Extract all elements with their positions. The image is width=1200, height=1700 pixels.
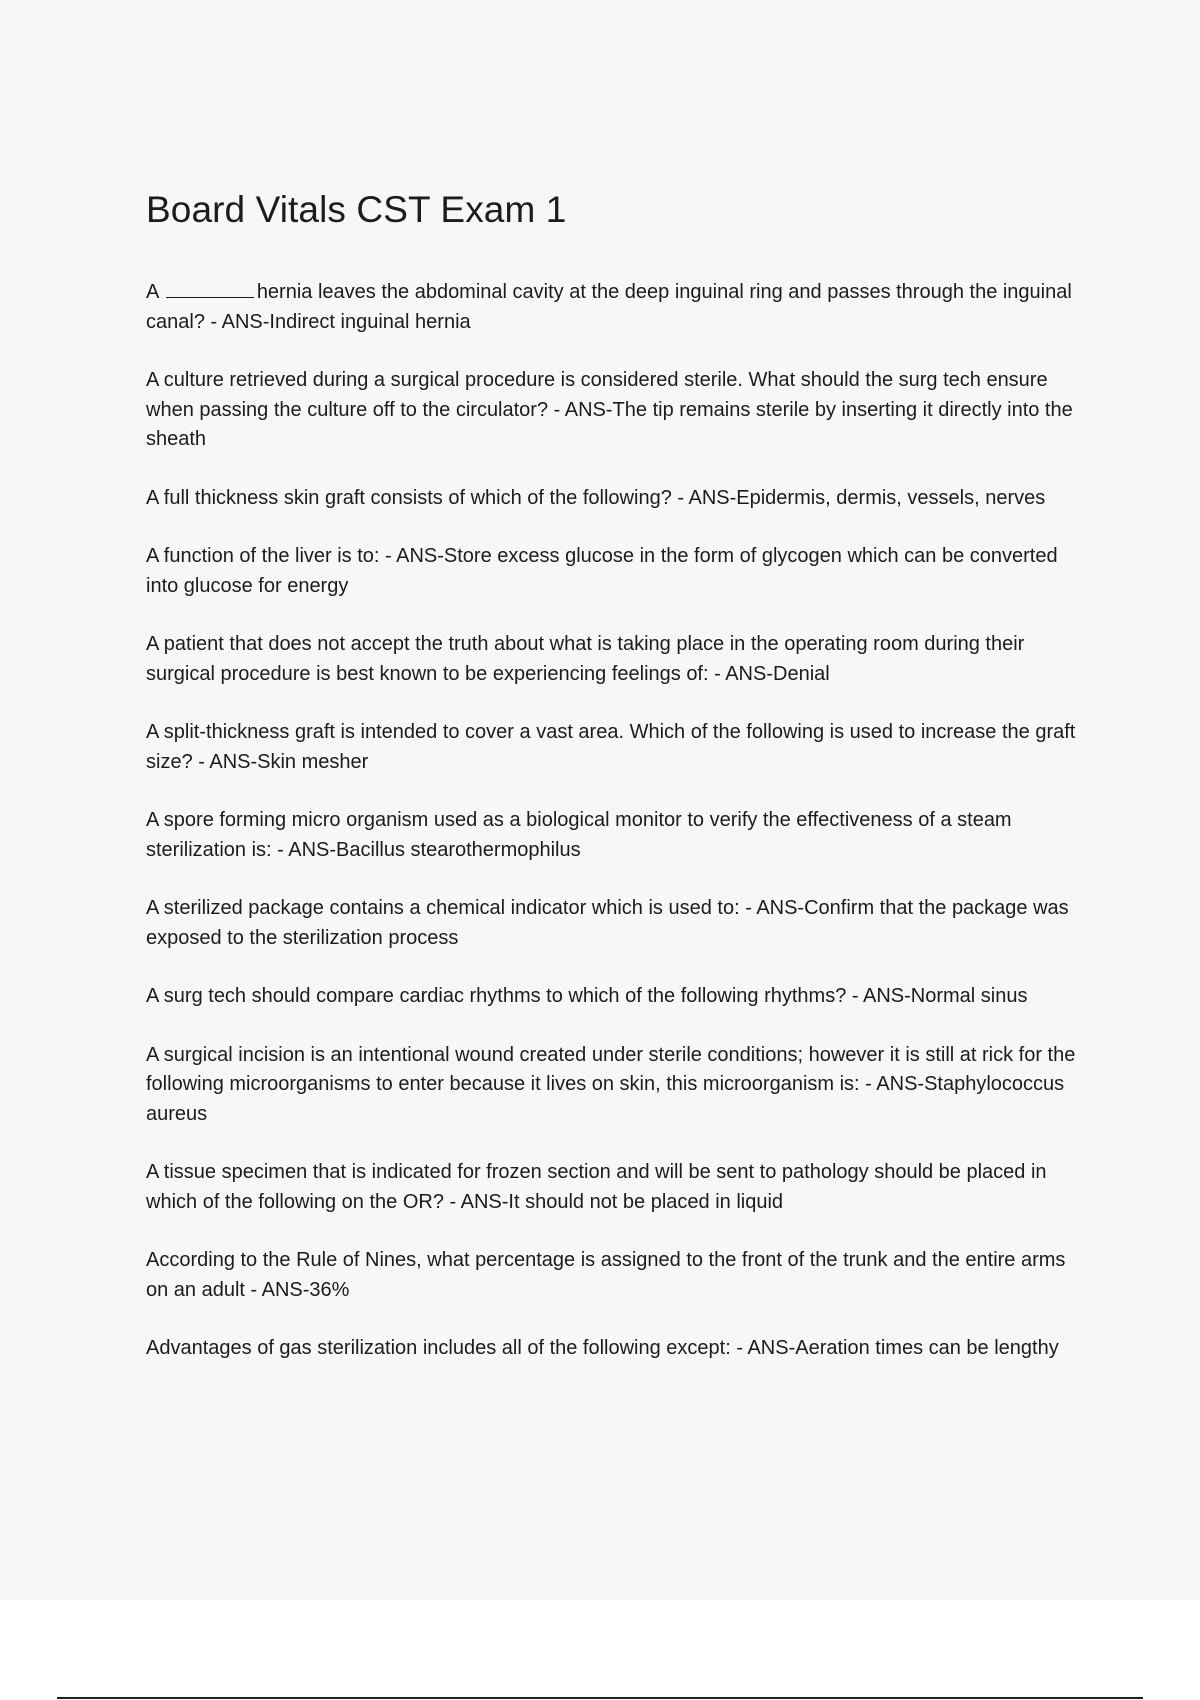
- question-prefix: A: [146, 281, 159, 303]
- question-item: A surgical incision is an intentional wound created under sterile conditions; however it is still at rick for the following microorganisms to enter because it lives on skin, this microorganism is: - ANS-Staphylococcus aureus: [146, 1043, 1076, 1125]
- question-item: A spore forming micro organism used as a biological monitor to verify the effectiveness of a steam sterilization is: - ANS-Bacillus stearothermophilus: [146, 809, 1012, 861]
- question-item: A patient that does not accept the truth about what is taking place in the operating room during their surgical procedure is best known to be experiencing feelings of: - ANS-Denial: [146, 633, 1025, 685]
- question-item: A surg tech should compare cardiac rhythms to which of the following rhythms? - ANS-Normal sinus: [146, 985, 1028, 1007]
- question-item: A sterilized package contains a chemical indicator which is used to: - ANS-Confirm that the package was exposed to the sterilization process: [146, 897, 1069, 949]
- question-item: A full thickness skin graft consists of which of the following? - ANS-Epidermis, dermis, vessels, nerves: [146, 486, 1046, 509]
- question-text: hernia leaves the abdominal cavity at the deep inguinal ring and passes through the inguinal canal? - ANS-Indirect inguinal hernia: [146, 281, 1072, 333]
- question-item: [146, 278, 1086, 337]
- question-item: A function of the liver is to: - ANS-Store excess glucose in the form of glycogen which can be converted into glucose for energy: [146, 545, 1058, 597]
- footer-divider: [57, 1697, 1143, 1699]
- fill-in-blank: [166, 296, 254, 298]
- question-item: A culture retrieved during a surgical procedure is considered sterile. What should the surg tech ensure when passing the culture off to the circulator? - ANS-The tip remains sterile by inserting it directly into the sheath: [146, 369, 1073, 450]
- page-title: Board Vitals CST Exam 1: [146, 189, 567, 230]
- question-item: According to the Rule of Nines, what percentage is assigned to the front of the trunk and the entire arms on an adult - ANS-36%: [146, 1249, 1066, 1301]
- document-content: [146, 186, 1086, 1393]
- question-item: Advantages of gas sterilization includes all of the following except: - ANS-Aeration times can be lengthy: [146, 1337, 1059, 1359]
- question-item: A split-thickness graft is intended to cover a vast area. Which of the following is used to increase the graft size? - ANS-Skin mesher: [146, 721, 1076, 773]
- question-item: A tissue specimen that is indicated for frozen section and will be sent to pathology should be placed in which of the following on the OR? - ANS-It should not be placed in liquid: [146, 1161, 1047, 1213]
